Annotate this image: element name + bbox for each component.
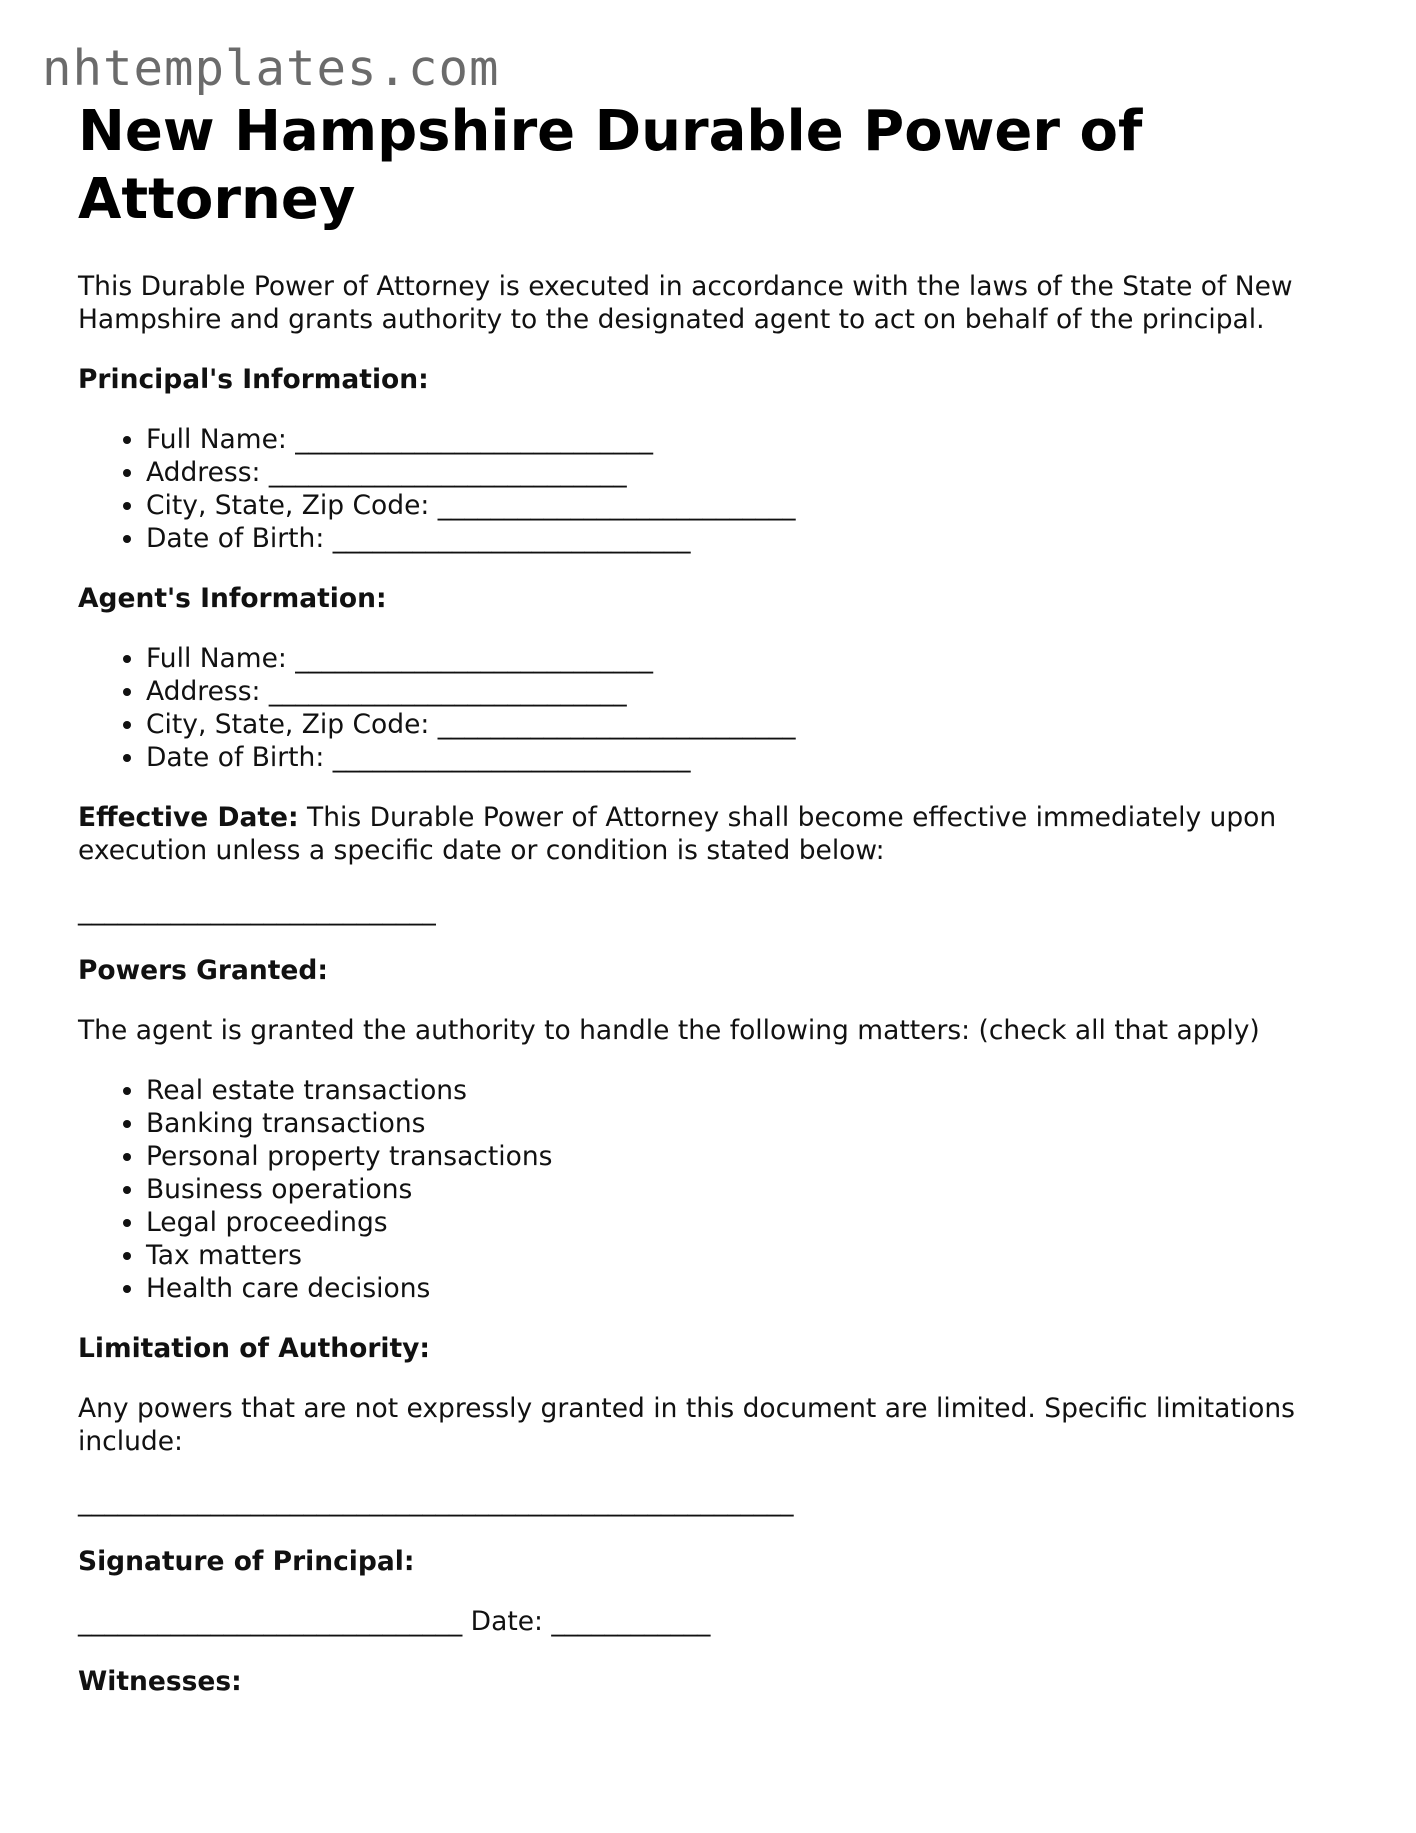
signature-line: _____________________________ Date: ____________ (78, 1606, 711, 1637)
limitation-blank: ______________________________________________________ (78, 1486, 794, 1517)
agent-full-name-field: • Full Name: ___________________________ (146, 642, 1348, 675)
principal-heading: Principal's Information: (78, 364, 429, 395)
principal-date-of-birth-field: • Date of Birth: ___________________________ (146, 522, 1348, 555)
effective-date-text: This Durable Power of Attorney shall become effective immediately upon execution unless a specific date or condition is stated below: (78, 802, 1277, 866)
power-item: • Personal property transactions (146, 1140, 1348, 1173)
document (78, 98, 1348, 1698)
powers-heading: Powers Granted: (78, 955, 328, 986)
limitation-text: Any powers that are not expressly granted in this document are limited. Specific limitations include: (78, 1393, 1295, 1457)
principal-address-field: • Address: ___________________________ (146, 456, 1348, 489)
powers-list (78, 1074, 1348, 1305)
effective-date-label: Effective Date: (78, 802, 299, 833)
effective-date-paragraph (78, 801, 1348, 867)
signature-heading: Signature of Principal: (78, 1546, 415, 1577)
principal-full-name-field: • Full Name: ___________________________ (146, 423, 1348, 456)
effective-date-blank: ___________________________ (78, 895, 436, 926)
principal-city-state-zip-field: • City, State, Zip Code: ___________________________ (146, 489, 1348, 522)
power-item: • Real estate transactions (146, 1074, 1348, 1107)
powers-intro: The agent is granted the authority to handle the following matters: (check all that apply) (78, 1015, 1260, 1046)
witnesses-heading: Witnesses: (78, 1666, 242, 1697)
agent-city-state-zip-field: • City, State, Zip Code: ___________________________ (146, 708, 1348, 741)
power-item: • Banking transactions (146, 1107, 1348, 1140)
power-item: • Legal proceedings (146, 1206, 1348, 1239)
agent-address-field: • Address: ___________________________ (146, 675, 1348, 708)
intro-paragraph: This Durable Power of Attorney is executed in accordance with the laws of the State of New Hampshire and grants authority to the designated agent to act on behalf of the principal. (78, 271, 1293, 335)
power-item: • Tax matters (146, 1239, 1348, 1272)
document-title: New Hampshire Durable Power of Attorney (78, 99, 1143, 232)
power-item: • Business operations (146, 1173, 1348, 1206)
power-item: • Health care decisions (146, 1272, 1348, 1305)
agent-fields-list (78, 642, 1348, 774)
site-watermark: nhtemplates.com (42, 40, 500, 97)
principal-fields-list (78, 423, 1348, 555)
agent-date-of-birth-field: • Date of Birth: ___________________________ (146, 741, 1348, 774)
limitation-heading: Limitation of Authority: (78, 1333, 431, 1364)
agent-heading: Agent's Information: (78, 583, 387, 614)
